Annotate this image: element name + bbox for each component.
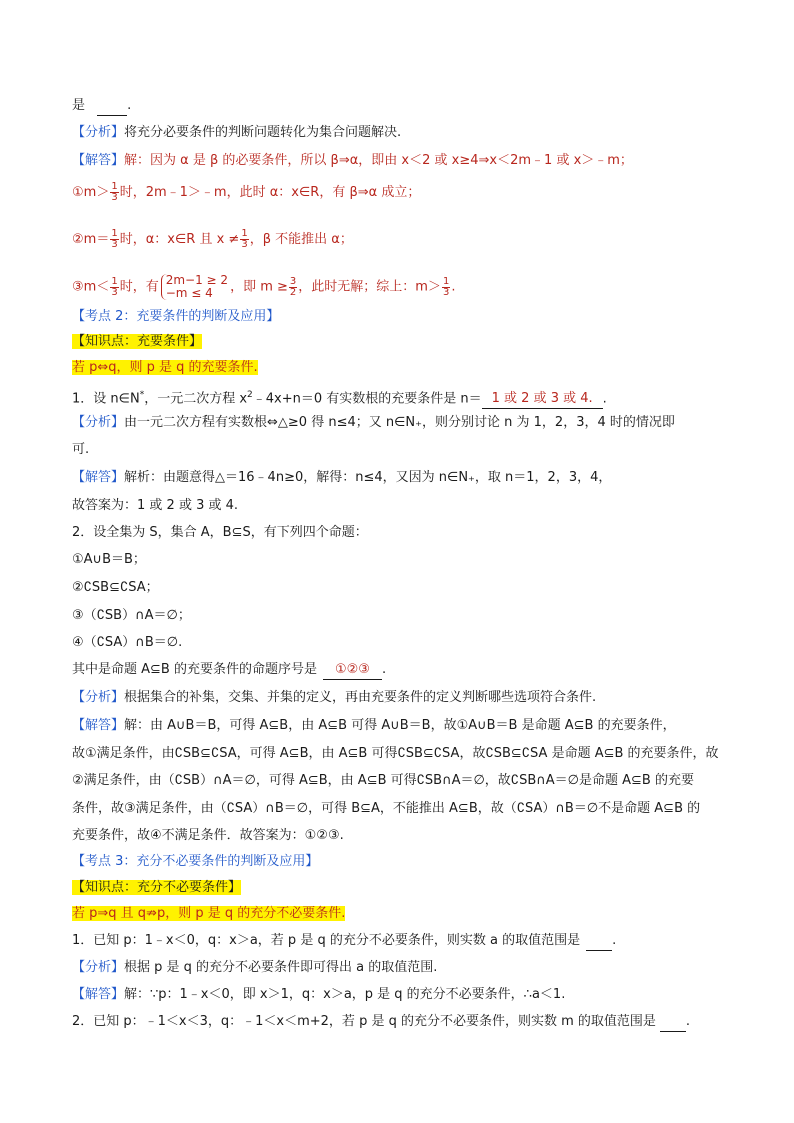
inequality-system: 2m−1 ≥ 2 −m ≤ 4 <box>161 274 228 300</box>
question-2-ask: 其中是命题 A⊆B 的充要条件的命题序号是 ①②③ . <box>72 661 734 680</box>
question-2-stem: 2．设全集为 S，集合 A，B⊆S，有下列四个命题： <box>72 525 368 540</box>
solution-line <box>72 152 734 170</box>
analysis-line: 【分析】根据 p 是 q 的充分不必要条件即可得出 a 的取值范围. <box>72 960 438 975</box>
knowledge-text: 若 p⇔q，则 p 是 q 的充要条件. <box>72 360 258 375</box>
answer-blank <box>586 932 612 951</box>
proposition-4: ④（∁SA）∩B＝∅. <box>72 635 183 650</box>
analysis-tag: 【分析】 <box>72 125 125 140</box>
answer-blank: 1 或 2 或 3 或 4. <box>482 390 603 409</box>
proposition-1: ①A∪B＝B； <box>72 552 146 567</box>
solution-line-cont: ②满足条件，由（∁SB）∩A＝∅，可得 A⊆B，由 A⊆B 可得∁SB∩A＝∅，故∁SB∩A＝∅是命题 A⊆B 的充要 <box>72 773 694 788</box>
analysis-text: 将充分必要条件的判断问题转化为集合问题解决. <box>124 125 402 140</box>
solution-line-cont: 充要条件，故④不满足条件．故答案为：①②③. <box>72 828 344 843</box>
analysis-line: 【分析】由一元二次方程有实数根⇔△≥0 得 n≤4；又 n∈N₊，则分别讨论 n 为 1，2，3，4 时的情况即 <box>72 415 675 430</box>
section-title-kd3: 【考点 3：充分不必要条件的判断及应用】 <box>72 854 319 869</box>
question-4-stem: 2．已知 p：﹣1＜x＜3，q：﹣1＜x＜m+2，若 p 是 q 的充分不必要条件，则实数 m 的取值范围是 . <box>72 1013 734 1032</box>
case-3-line: ③m＜ $\frac{1}{3}$ 时，有 2m−1 ≥ 2 −m ≤ 4 ，即 m ≥ $\frac{3}{2}$ ，此时无解；综上：m＞ $\frac{1}{3}$ . <box>72 273 456 300</box>
answer-blank-line: 是 . <box>72 97 734 116</box>
knowledge-text-line <box>72 359 734 377</box>
solution-line: 【解答】解析：由题意得△＝16﹣4n≥0，解得：n≤4，又因为 n∈N₊，取 n＝1，2，3，4， <box>72 470 612 485</box>
proposition-3: ③（∁SB）∩A＝∅； <box>72 608 191 623</box>
answer-tag: 【解答】 <box>72 153 125 168</box>
solution-line-cont: 故①满足条件，由∁SB⊆∁SA，可得 A⊆B，由 A⊆B 可得∁SB⊆∁SA，故∁SB⊆∁SA 是命题 A⊆B 的充要条件，故 <box>72 746 719 761</box>
knowledge-label: 【知识点：充分不必要条件】 <box>72 880 242 895</box>
knowledge-text: 若 p⇒q 且 q⇏p，则 p 是 q 的充分不必要条件. <box>72 906 346 921</box>
fraction: $\frac{3}{2}$ <box>289 275 297 298</box>
case-2-line: ②m＝ $\frac{1}{3}$ 时，α：x∈R 且 x ≠ $\frac{1}{3}$ ，β 不能推出 α； <box>72 228 353 250</box>
solution-line: 【解答】解：∵p：1﹣x＜0，即 x＞1，q：x＞a，p 是 q 的充分不必要条件，∴a＜1. <box>72 987 566 1002</box>
fraction: $\frac{1}{3}$ <box>111 228 118 250</box>
section-title-kd2: 【考点 2：充要条件的判断及应用】 <box>72 309 280 324</box>
solution-line-cont: 故答案为：1 或 2 或 3 或 4. <box>72 498 239 513</box>
answer-blank: ①②③ <box>323 661 382 680</box>
solution-line-cont: 条件，故③满足条件，由（∁SA）∩B＝∅，可得 B⊆A，不能推出 A⊆B，故（∁SA）∩B＝∅不是命题 A⊆B 的 <box>72 801 701 816</box>
proposition-2: ②∁SB⊆∁SA； <box>72 580 159 595</box>
fraction: $\frac{1}{3}$ <box>111 275 118 298</box>
solution-line: 【解答】解：由 A∪B＝B，可得 A⊆B，由 A⊆B 可得 A∪B＝B，故①A∪B＝B 是命题 A⊆B 的充要条件， <box>72 718 676 733</box>
analysis-line <box>72 124 734 142</box>
knowledge-label-line <box>72 879 734 897</box>
question-1-stem: 1．设 n∈N*，一元二次方程 $x^2﹣4x+n=0$ 有实数根的充要条件是 n＝ 1 或 2 或 3 或 4. . <box>72 386 734 409</box>
knowledge-text-line <box>72 905 734 923</box>
fraction: $\frac{1}{3}$ <box>241 228 248 250</box>
analysis-line: 【分析】根据集合的补集，交集、并集的定义，再由充要条件的定义判断哪些选项符合条件. <box>72 690 597 705</box>
knowledge-label-line <box>72 333 734 351</box>
answer-blank <box>660 1013 686 1032</box>
case-1-line: ①m＞ $\frac{1}{3}$ 时，2m﹣1＞﹣m，此时 α：x∈R，有 β⇒α 成立； <box>72 181 421 203</box>
text-prefix: 是 <box>72 98 86 113</box>
solution-text: 解：因为 α 是 β 的必要条件，所以 β⇒α，即由 x＜2 或 x≥4⇒x＜2m﹣1 或 x＞﹣m； <box>124 153 633 168</box>
answer-blank <box>97 97 127 116</box>
question-3-stem: 1．已知 p：1﹣x＜0，q：x＞a，若 p 是 q 的充分不必要条件，则实数 a 的取值范围是 . <box>72 932 734 951</box>
analysis-line-cont: 可. <box>72 442 90 457</box>
fraction: $\frac{1}{3}$ <box>111 181 118 203</box>
fraction: $\frac{1}{3}$ <box>442 275 450 298</box>
knowledge-label: 【知识点：充要条件】 <box>72 334 203 349</box>
